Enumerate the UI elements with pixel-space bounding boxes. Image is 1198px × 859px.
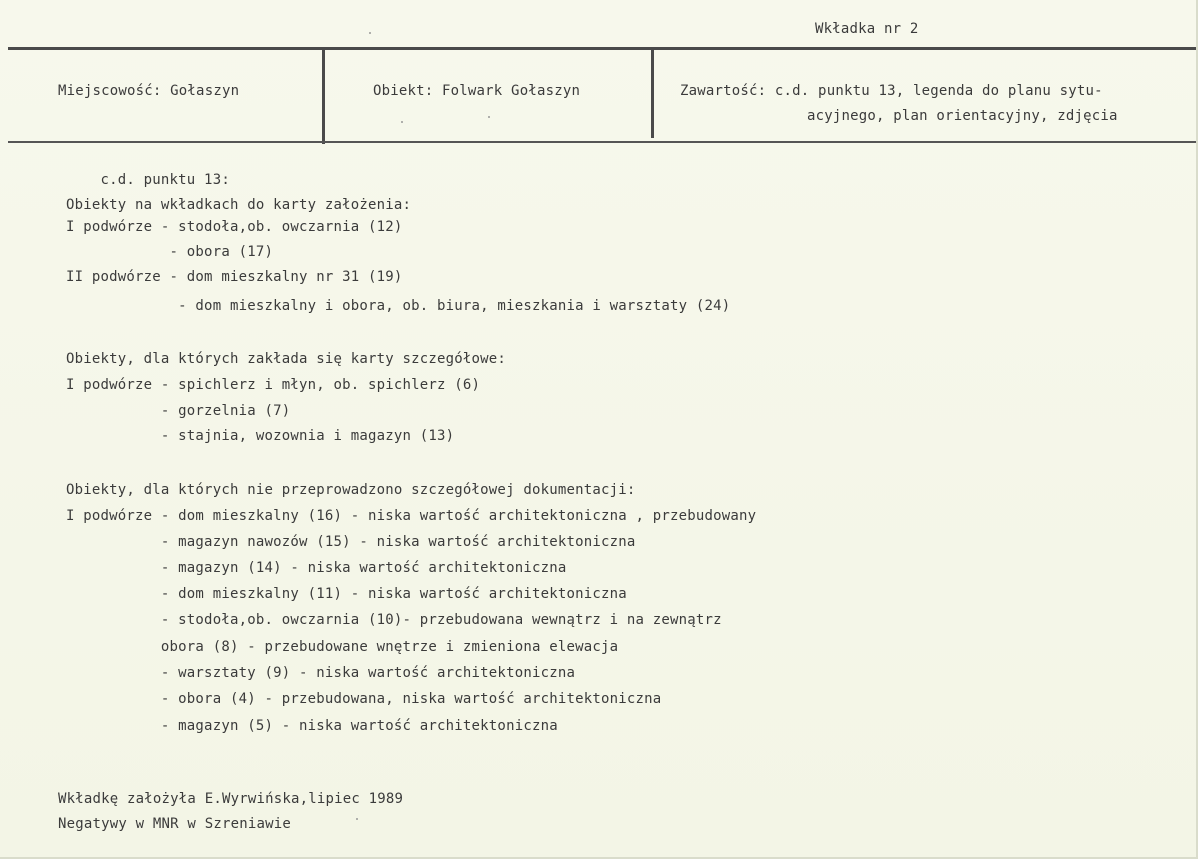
body-line: - magazyn (14) - niska wartość architektoniczna <box>66 560 567 576</box>
body-line: - dom mieszkalny i obora, ob. biura, mieszkania i warsztaty (24) <box>66 298 731 314</box>
body-line: Obiekty, dla których nie przeprowadzono szczegółowej dokumentacji: <box>66 482 636 498</box>
body-line: I podwórze - dom mieszkalny (16) - niska wartość architektoniczna , przebudowany <box>66 508 757 524</box>
body-line: - magazyn (5) - niska wartość architektoniczna <box>66 718 558 734</box>
body-line: - gorzelnia (7) <box>66 403 291 419</box>
body-line: obora (8) - przebudowane wnętrze i zmieniona elewacja <box>66 639 619 655</box>
body-line: - stodoła,ob. owczarnia (10)- przebudowana wewnątrz i na zewnątrz <box>66 612 722 628</box>
body-line: Obiekty, dla których zakłada się karty szczegółowe: <box>66 351 507 367</box>
insert-number: Wkładka nr 2 <box>815 21 919 37</box>
header-top-rule <box>8 47 1196 50</box>
locality-field: Miejscowość: Gołaszyn <box>58 83 240 99</box>
paper-speck <box>369 32 371 34</box>
body-line: c.d. punktu 13: <box>66 172 230 188</box>
paper-speck <box>356 818 358 820</box>
body-line: - warsztaty (9) - niska wartość architektoniczna <box>66 665 576 681</box>
paper-speck <box>488 116 490 118</box>
contents-field-line2: acyjnego, plan orientacyjny, zdjęcia <box>807 108 1118 124</box>
header-bottom-rule <box>8 141 1196 143</box>
field-divider-1 <box>322 50 325 144</box>
body-line: I podwórze - stodoła,ob. owczarnia (12) <box>66 219 403 235</box>
contents-field-line1: Zawartość: c.d. punktu 13, legenda do planu sytu- <box>680 83 1103 99</box>
body-line: - stajnia, wozownia i magazyn (13) <box>66 428 455 444</box>
body-line: I podwórze - spichlerz i młyn, ob. spichlerz (6) <box>66 377 481 393</box>
body-line: - dom mieszkalny (11) - niska wartość architektoniczna <box>66 586 627 602</box>
paper-speck <box>401 121 403 123</box>
negatives-note: Negatywy w MNR w Szreniawie <box>58 816 291 832</box>
object-field: Obiekt: Folwark Gołaszyn <box>373 83 581 99</box>
body-line: - magazyn nawozów (15) - niska wartość architektoniczna <box>66 534 636 550</box>
field-divider-2 <box>651 50 654 138</box>
body-line: II podwórze - dom mieszkalny nr 31 (19) <box>66 269 403 285</box>
author-note: Wkładkę założyła E.Wyrwińska,lipiec 1989 <box>58 791 404 807</box>
body-line: - obora (4) - przebudowana, niska wartość architektoniczna <box>66 691 662 707</box>
body-line: Obiekty na wkładkach do karty założenia: <box>66 197 412 213</box>
body-line: - obora (17) <box>66 244 274 260</box>
